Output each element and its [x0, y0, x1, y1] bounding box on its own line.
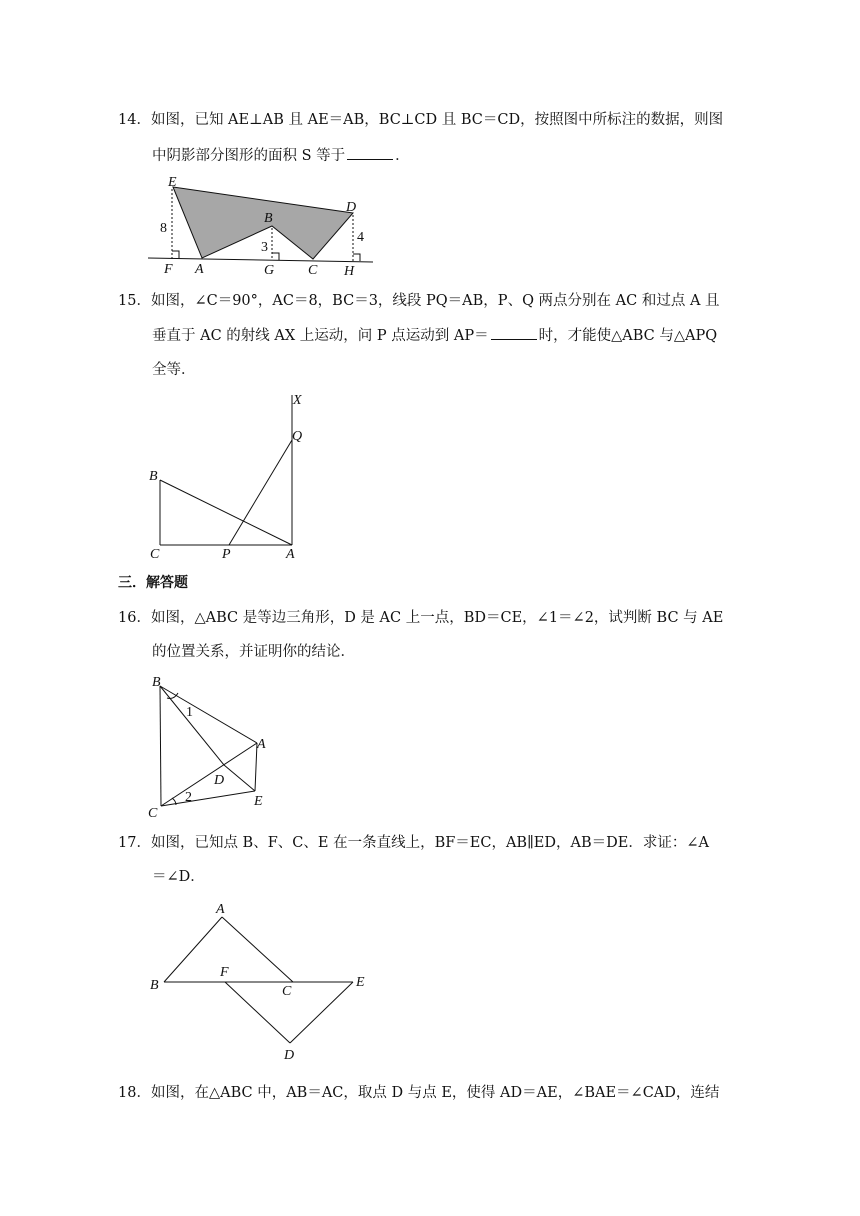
- q15-label-B: B: [149, 469, 158, 484]
- q14-label-E: E: [168, 175, 177, 190]
- q15-label-X: X: [293, 393, 302, 408]
- q14-right-angle-F: [172, 251, 179, 259]
- q14-label-A: A: [195, 262, 204, 277]
- q14-label-D: D: [346, 200, 357, 215]
- q17-segment-FD: [225, 982, 290, 1043]
- q17-label-A: A: [216, 902, 225, 917]
- q15-figure: [160, 395, 292, 545]
- q18-text-line1: 18．如图，在△ABC 中，AB＝AC，取点 D 与点 E，使得 AD＝AE，∠BAE＝∠CAD，连结: [118, 1085, 720, 1101]
- q17-label-C: C: [282, 984, 292, 999]
- q14-text-line2a: 中阴影部分图形的面积 S 等于: [152, 148, 346, 164]
- q17-segment-AC: [222, 917, 293, 982]
- q16-label-E: E: [254, 794, 263, 809]
- q15-answer-blank: [491, 325, 537, 340]
- q14-label-8: 8: [160, 221, 167, 236]
- q17-label-D: D: [284, 1048, 295, 1063]
- q14-label-F: F: [164, 262, 173, 277]
- q16-label-C: C: [148, 806, 158, 821]
- q14-ground-line: [148, 258, 373, 262]
- q15-label-C: C: [150, 547, 160, 562]
- q16-text-line2: 的位置关系，并证明你的结论．: [152, 644, 355, 660]
- q16-segment-BC: [160, 686, 161, 806]
- q15-text-line2a: 垂直于 AC 的射线 AX 上运动，问 P 点运动到 AP＝: [152, 328, 489, 344]
- q17-figure: [164, 917, 353, 1043]
- q14-label-4: 4: [357, 230, 364, 245]
- q17-segment-BA: [164, 917, 222, 982]
- q14-label-H: H: [344, 264, 355, 279]
- q15-text-line2b: 时，才能使△ABC 与△APQ: [538, 328, 718, 344]
- q17-segment-DE: [290, 982, 353, 1043]
- q15-label-Q: Q: [292, 429, 303, 444]
- q15-label-P: P: [222, 547, 231, 562]
- q14-label-G: G: [264, 263, 275, 278]
- q15-text-line3: 全等．: [152, 362, 196, 378]
- q16-segment-BA: [160, 686, 257, 743]
- q16-label-A: A: [257, 737, 266, 752]
- q14-label-3: 3: [261, 240, 268, 255]
- section-heading: 三．解答题: [118, 575, 188, 591]
- q16-label-1: 1: [186, 705, 193, 720]
- q16-label-2: 2: [185, 790, 192, 805]
- q14-text-line1: 14．如图，已知 AE⊥AB 且 AE＝AB，BC⊥CD 且 BC＝CD，按照图中所标注的数据，则图: [118, 112, 724, 128]
- q17-label-E: E: [356, 975, 365, 990]
- q17-label-F: F: [220, 965, 229, 980]
- q14-label-C: C: [308, 263, 318, 278]
- q15-label-A: A: [286, 547, 295, 562]
- q16-segment-CA: [161, 743, 257, 806]
- q14-right-angle-G: [272, 253, 279, 260]
- q16-label-D: D: [214, 773, 225, 788]
- q16-figure: [160, 686, 257, 806]
- q14-text-line2b: ．: [395, 148, 410, 164]
- q17-text-line2: ＝∠D．: [152, 869, 205, 885]
- q16-segment-BD: [160, 686, 224, 765]
- q17-label-B: B: [150, 978, 159, 993]
- q15-text-line1: 15．如图，∠C＝90°，AC＝8，BC＝3，线段 PQ＝AB，P、Q 两点分别在 AC 和过点 A 且: [118, 293, 720, 309]
- q15-text-line2: [152, 325, 717, 346]
- q14-right-angle-H: [353, 254, 360, 261]
- q15-segment-BA: [160, 480, 292, 545]
- q16-text-line1: 16．如图，△ABC 是等边三角形，D 是 AC 上一点，BD＝CE，∠1＝∠2，试判断 BC 与 AE: [118, 610, 724, 626]
- q14-label-B: B: [264, 211, 273, 226]
- q16-segment-CE: [161, 791, 255, 806]
- q16-segment-DE: [224, 765, 255, 791]
- q16-label-B: B: [152, 675, 161, 690]
- q17-text-line1: 17．如图，已知点 B、F、C、E 在一条直线上，BF＝EC，AB∥ED，AB＝DE．求证：∠A: [118, 835, 709, 851]
